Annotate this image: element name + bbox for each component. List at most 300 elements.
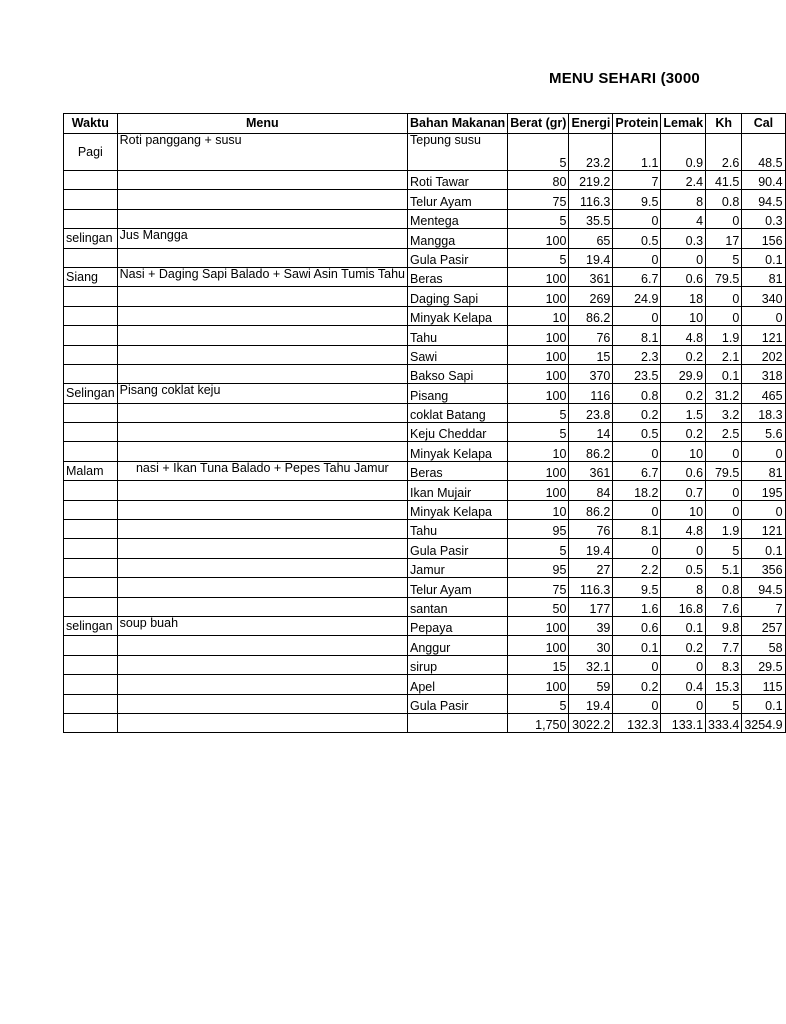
- lemak-cell: 0.2: [661, 384, 706, 403]
- table-row: [64, 636, 786, 655]
- energi-cell: 76: [569, 520, 613, 539]
- menu-cell: [117, 500, 407, 519]
- lemak-cell: 10: [661, 306, 706, 325]
- table-row: [64, 384, 786, 403]
- menu-cell: [117, 558, 407, 577]
- lemak-cell: 0.2: [661, 636, 706, 655]
- berat-cell: 95: [508, 520, 569, 539]
- kh-cell: 0.1: [706, 364, 742, 383]
- bahan-cell: Sawi: [408, 345, 508, 364]
- berat-cell: 80: [508, 171, 569, 190]
- kh-cell: 79.5: [706, 267, 742, 286]
- table-row: [64, 287, 786, 306]
- bahan-cell: Telur Ayam: [408, 578, 508, 597]
- energi-cell: 39: [569, 616, 613, 635]
- energi-cell: 15: [569, 345, 613, 364]
- column-header: Bahan Makanan: [408, 114, 508, 134]
- bahan-cell: Tahu: [408, 520, 508, 539]
- lemak-cell: 8: [661, 190, 706, 209]
- energi-cell: 30: [569, 636, 613, 655]
- kh-cell: 5: [706, 694, 742, 713]
- protein-cell: 23.5: [613, 364, 661, 383]
- lemak-cell: 0: [661, 248, 706, 267]
- waktu-cell: Siang: [64, 267, 118, 286]
- lemak-cell: 0.3: [661, 229, 706, 248]
- column-header: Kh: [706, 114, 742, 134]
- berat-cell: 5: [508, 248, 569, 267]
- kh-cell: 7.6: [706, 597, 742, 616]
- kh-cell: 7.7: [706, 636, 742, 655]
- table-row: [64, 326, 786, 345]
- table-row: [64, 558, 786, 577]
- kh-cell: 17: [706, 229, 742, 248]
- column-header: Menu: [117, 114, 407, 134]
- lemak-cell: 18: [661, 287, 706, 306]
- bahan-cell: Minyak Kelapa: [408, 500, 508, 519]
- berat-cell: 100: [508, 636, 569, 655]
- protein-cell: 0.1: [613, 636, 661, 655]
- menu-cell: [117, 481, 407, 500]
- cal-cell: 356: [742, 558, 785, 577]
- column-header: Cal: [742, 114, 785, 134]
- total-lemak-cell: 133.1: [661, 713, 706, 732]
- lemak-cell: 0: [661, 655, 706, 674]
- menu-cell: [117, 287, 407, 306]
- table-row: [64, 229, 786, 248]
- total-protein-cell: 132.3: [613, 713, 661, 732]
- berat-cell: 5: [508, 209, 569, 228]
- bahan-cell: Pepaya: [408, 616, 508, 635]
- berat-cell: 100: [508, 229, 569, 248]
- menu-cell: [117, 171, 407, 190]
- kh-cell: 0: [706, 306, 742, 325]
- energi-cell: 76: [569, 326, 613, 345]
- menu-cell: Nasi + Daging Sapi Balado + Sawi Asin Tumis Tahu: [117, 267, 407, 286]
- menu-cell: [117, 248, 407, 267]
- energi-cell: 86.2: [569, 306, 613, 325]
- kh-cell: 79.5: [706, 461, 742, 480]
- kh-cell: 0.8: [706, 190, 742, 209]
- bahan-cell: Anggur: [408, 636, 508, 655]
- lemak-cell: 16.8: [661, 597, 706, 616]
- lemak-cell: 0.2: [661, 345, 706, 364]
- waktu-cell: [64, 558, 118, 577]
- energi-cell: 269: [569, 287, 613, 306]
- menu-cell: [117, 306, 407, 325]
- energi-cell: 23.2: [569, 134, 613, 171]
- berat-cell: 100: [508, 326, 569, 345]
- bahan-cell: Mangga: [408, 229, 508, 248]
- protein-cell: 0: [613, 655, 661, 674]
- berat-cell: 5: [508, 134, 569, 171]
- waktu-cell: selingan: [64, 616, 118, 635]
- table-row: [64, 481, 786, 500]
- lemak-cell: 0.6: [661, 461, 706, 480]
- cal-cell: 115: [742, 675, 785, 694]
- protein-cell: 6.7: [613, 461, 661, 480]
- cal-cell: 0.1: [742, 694, 785, 713]
- lemak-cell: 1.5: [661, 403, 706, 422]
- kh-cell: 0: [706, 287, 742, 306]
- bahan-cell: Tepung susu: [408, 134, 508, 171]
- waktu-cell: [64, 287, 118, 306]
- protein-cell: 0.5: [613, 423, 661, 442]
- lemak-cell: 0: [661, 694, 706, 713]
- kh-cell: 0: [706, 442, 742, 461]
- table-row: [64, 539, 786, 558]
- waktu-cell: [64, 578, 118, 597]
- cal-cell: 202: [742, 345, 785, 364]
- protein-cell: 0: [613, 248, 661, 267]
- berat-cell: 75: [508, 578, 569, 597]
- energi-cell: 35.5: [569, 209, 613, 228]
- bahan-cell: Keju Cheddar: [408, 423, 508, 442]
- cal-cell: 0.1: [742, 248, 785, 267]
- table-row: [64, 675, 786, 694]
- waktu-cell: [64, 520, 118, 539]
- kh-cell: 2.6: [706, 134, 742, 171]
- menu-cell: [117, 190, 407, 209]
- lemak-cell: 0.5: [661, 558, 706, 577]
- bahan-cell: Minyak Kelapa: [408, 306, 508, 325]
- empty-cell: [408, 713, 508, 732]
- berat-cell: 5: [508, 403, 569, 422]
- waktu-cell: [64, 694, 118, 713]
- waktu-cell: [64, 636, 118, 655]
- kh-cell: 1.9: [706, 326, 742, 345]
- header-row: [64, 114, 786, 134]
- protein-cell: 0.5: [613, 229, 661, 248]
- waktu-cell: [64, 326, 118, 345]
- menu-cell: [117, 209, 407, 228]
- kh-cell: 5: [706, 539, 742, 558]
- menu-cell: [117, 694, 407, 713]
- cal-cell: 48.5: [742, 134, 785, 171]
- protein-cell: 9.5: [613, 190, 661, 209]
- table-row: [64, 694, 786, 713]
- energi-cell: 65: [569, 229, 613, 248]
- berat-cell: 5: [508, 694, 569, 713]
- waktu-cell: Selingan: [64, 384, 118, 403]
- lemak-cell: 4: [661, 209, 706, 228]
- kh-cell: 31.2: [706, 384, 742, 403]
- cal-cell: 7: [742, 597, 785, 616]
- table-row: [64, 134, 786, 171]
- protein-cell: 0.2: [613, 675, 661, 694]
- lemak-cell: 29.9: [661, 364, 706, 383]
- waktu-cell: selingan: [64, 229, 118, 248]
- cal-cell: 121: [742, 520, 785, 539]
- menu-cell: [117, 636, 407, 655]
- menu-cell: [117, 597, 407, 616]
- table-body: [64, 134, 786, 733]
- waktu-cell: [64, 597, 118, 616]
- berat-cell: 5: [508, 423, 569, 442]
- berat-cell: 50: [508, 597, 569, 616]
- bahan-cell: Minyak Kelapa: [408, 442, 508, 461]
- protein-cell: 1.1: [613, 134, 661, 171]
- cal-cell: 340: [742, 287, 785, 306]
- bahan-cell: Jamur: [408, 558, 508, 577]
- berat-cell: 100: [508, 461, 569, 480]
- menu-table: [63, 113, 786, 733]
- cal-cell: 0.1: [742, 539, 785, 558]
- menu-cell: [117, 520, 407, 539]
- total-energi-cell: 3022.2: [569, 713, 613, 732]
- waktu-cell: [64, 209, 118, 228]
- kh-cell: 0: [706, 209, 742, 228]
- menu-cell: Pisang coklat keju: [117, 384, 407, 403]
- berat-cell: 100: [508, 345, 569, 364]
- bahan-cell: Mentega: [408, 209, 508, 228]
- energi-cell: 86.2: [569, 500, 613, 519]
- energi-cell: 361: [569, 461, 613, 480]
- protein-cell: 8.1: [613, 520, 661, 539]
- total-kh-cell: 333.4: [706, 713, 742, 732]
- waktu-cell: [64, 539, 118, 558]
- waktu-cell: [64, 500, 118, 519]
- protein-cell: 7: [613, 171, 661, 190]
- energi-cell: 59: [569, 675, 613, 694]
- lemak-cell: 2.4: [661, 171, 706, 190]
- cal-cell: 94.5: [742, 190, 785, 209]
- table-row: [64, 248, 786, 267]
- kh-cell: 1.9: [706, 520, 742, 539]
- empty-cell: [117, 713, 407, 732]
- berat-cell: 100: [508, 267, 569, 286]
- energi-cell: 116.3: [569, 578, 613, 597]
- menu-cell: [117, 403, 407, 422]
- kh-cell: 15.3: [706, 675, 742, 694]
- protein-cell: 0.2: [613, 403, 661, 422]
- cal-cell: 81: [742, 267, 785, 286]
- column-header: Energi: [569, 114, 613, 134]
- menu-cell: soup buah: [117, 616, 407, 635]
- cal-cell: 156: [742, 229, 785, 248]
- energi-cell: 116.3: [569, 190, 613, 209]
- energi-cell: 86.2: [569, 442, 613, 461]
- table-row: [64, 461, 786, 480]
- cal-cell: 5.6: [742, 423, 785, 442]
- table-row: [64, 597, 786, 616]
- kh-cell: 0: [706, 481, 742, 500]
- menu-cell: [117, 578, 407, 597]
- table-row: [64, 403, 786, 422]
- cal-cell: 465: [742, 384, 785, 403]
- berat-cell: 10: [508, 306, 569, 325]
- cal-cell: 0.3: [742, 209, 785, 228]
- kh-cell: 8.3: [706, 655, 742, 674]
- table-row: [64, 209, 786, 228]
- menu-cell: nasi + Ikan Tuna Balado + Pepes Tahu Jamur: [117, 461, 407, 480]
- waktu-cell: [64, 190, 118, 209]
- lemak-cell: 4.8: [661, 326, 706, 345]
- bahan-cell: coklat Batang: [408, 403, 508, 422]
- total-berat-cell: 1,750: [508, 713, 569, 732]
- cal-cell: 318: [742, 364, 785, 383]
- protein-cell: 0: [613, 500, 661, 519]
- cal-cell: 90.4: [742, 171, 785, 190]
- cal-cell: 257: [742, 616, 785, 635]
- table-row: [64, 306, 786, 325]
- cal-cell: 0: [742, 306, 785, 325]
- lemak-cell: 10: [661, 500, 706, 519]
- kh-cell: 5.1: [706, 558, 742, 577]
- table-row: [64, 171, 786, 190]
- column-header: Lemak: [661, 114, 706, 134]
- waktu-cell: [64, 675, 118, 694]
- bahan-cell: Gula Pasir: [408, 539, 508, 558]
- lemak-cell: 0: [661, 539, 706, 558]
- berat-cell: 95: [508, 558, 569, 577]
- menu-cell: [117, 442, 407, 461]
- waktu-cell: [64, 481, 118, 500]
- lemak-cell: 0.2: [661, 423, 706, 442]
- lemak-cell: 10: [661, 442, 706, 461]
- energi-cell: 19.4: [569, 694, 613, 713]
- berat-cell: 100: [508, 481, 569, 500]
- protein-cell: 0: [613, 209, 661, 228]
- lemak-cell: 0.4: [661, 675, 706, 694]
- kh-cell: 5: [706, 248, 742, 267]
- bahan-cell: Tahu: [408, 326, 508, 345]
- energi-cell: 116: [569, 384, 613, 403]
- cal-cell: 29.5: [742, 655, 785, 674]
- empty-cell: [64, 713, 118, 732]
- kh-cell: 2.5: [706, 423, 742, 442]
- cal-cell: 121: [742, 326, 785, 345]
- bahan-cell: Gula Pasir: [408, 248, 508, 267]
- table-row: [64, 267, 786, 286]
- cal-cell: 0: [742, 442, 785, 461]
- table-row: [64, 578, 786, 597]
- waktu-cell: [64, 655, 118, 674]
- protein-cell: 1.6: [613, 597, 661, 616]
- table-row: [64, 520, 786, 539]
- waktu-cell: [64, 171, 118, 190]
- lemak-cell: 0.1: [661, 616, 706, 635]
- menu-cell: [117, 655, 407, 674]
- protein-cell: 6.7: [613, 267, 661, 286]
- lemak-cell: 8: [661, 578, 706, 597]
- protein-cell: 9.5: [613, 578, 661, 597]
- bahan-cell: Daging Sapi: [408, 287, 508, 306]
- waktu-cell: [64, 345, 118, 364]
- page-title: MENU SEHARI (3000: [549, 70, 700, 87]
- berat-cell: 100: [508, 616, 569, 635]
- berat-cell: 15: [508, 655, 569, 674]
- bahan-cell: Ikan Mujair: [408, 481, 508, 500]
- table-row: [64, 364, 786, 383]
- bahan-cell: Telur Ayam: [408, 190, 508, 209]
- bahan-cell: santan: [408, 597, 508, 616]
- table-row: [64, 500, 786, 519]
- berat-cell: 100: [508, 364, 569, 383]
- waktu-cell: [64, 306, 118, 325]
- menu-cell: [117, 539, 407, 558]
- column-header: Berat (gr): [508, 114, 569, 134]
- lemak-cell: 4.8: [661, 520, 706, 539]
- berat-cell: 100: [508, 287, 569, 306]
- energi-cell: 177: [569, 597, 613, 616]
- waktu-cell: [64, 364, 118, 383]
- energi-cell: 14: [569, 423, 613, 442]
- bahan-cell: sirup: [408, 655, 508, 674]
- protein-cell: 0.8: [613, 384, 661, 403]
- protein-cell: 2.2: [613, 558, 661, 577]
- protein-cell: 2.3: [613, 345, 661, 364]
- table-row: [64, 345, 786, 364]
- cal-cell: 18.3: [742, 403, 785, 422]
- energi-cell: 19.4: [569, 248, 613, 267]
- table-row: [64, 190, 786, 209]
- energi-cell: 361: [569, 267, 613, 286]
- bahan-cell: Bakso Sapi: [408, 364, 508, 383]
- column-header: Waktu: [64, 114, 118, 134]
- waktu-cell: [64, 403, 118, 422]
- energi-cell: 27: [569, 558, 613, 577]
- bahan-cell: Gula Pasir: [408, 694, 508, 713]
- lemak-cell: 0.7: [661, 481, 706, 500]
- kh-cell: 0: [706, 500, 742, 519]
- bahan-cell: Roti Tawar: [408, 171, 508, 190]
- waktu-cell: Pagi: [64, 134, 118, 171]
- total-cal-cell: 3254.9: [742, 713, 785, 732]
- protein-cell: 0: [613, 539, 661, 558]
- bahan-cell: Apel: [408, 675, 508, 694]
- cal-cell: 81: [742, 461, 785, 480]
- protein-cell: 8.1: [613, 326, 661, 345]
- energi-cell: 370: [569, 364, 613, 383]
- kh-cell: 2.1: [706, 345, 742, 364]
- lemak-cell: 0.6: [661, 267, 706, 286]
- table-row: [64, 423, 786, 442]
- protein-cell: 18.2: [613, 481, 661, 500]
- total-row: [64, 713, 786, 732]
- energi-cell: 32.1: [569, 655, 613, 674]
- protein-cell: 0.6: [613, 616, 661, 635]
- bahan-cell: Beras: [408, 267, 508, 286]
- waktu-cell: [64, 442, 118, 461]
- berat-cell: 75: [508, 190, 569, 209]
- cal-cell: 0: [742, 500, 785, 519]
- kh-cell: 0.8: [706, 578, 742, 597]
- menu-cell: [117, 423, 407, 442]
- kh-cell: 3.2: [706, 403, 742, 422]
- menu-cell: [117, 345, 407, 364]
- column-header: Protein: [613, 114, 661, 134]
- menu-cell: [117, 364, 407, 383]
- lemak-cell: 0.9: [661, 134, 706, 171]
- waktu-cell: [64, 423, 118, 442]
- energi-cell: 23.8: [569, 403, 613, 422]
- table-row: [64, 616, 786, 635]
- menu-cell: Roti panggang + susu: [117, 134, 407, 171]
- berat-cell: 100: [508, 675, 569, 694]
- energi-cell: 84: [569, 481, 613, 500]
- menu-cell: [117, 326, 407, 345]
- protein-cell: 0: [613, 694, 661, 713]
- protein-cell: 24.9: [613, 287, 661, 306]
- protein-cell: 0: [613, 306, 661, 325]
- kh-cell: 9.8: [706, 616, 742, 635]
- waktu-cell: [64, 248, 118, 267]
- cal-cell: 94.5: [742, 578, 785, 597]
- berat-cell: 10: [508, 500, 569, 519]
- waktu-cell: Malam: [64, 461, 118, 480]
- berat-cell: 100: [508, 384, 569, 403]
- protein-cell: 0: [613, 442, 661, 461]
